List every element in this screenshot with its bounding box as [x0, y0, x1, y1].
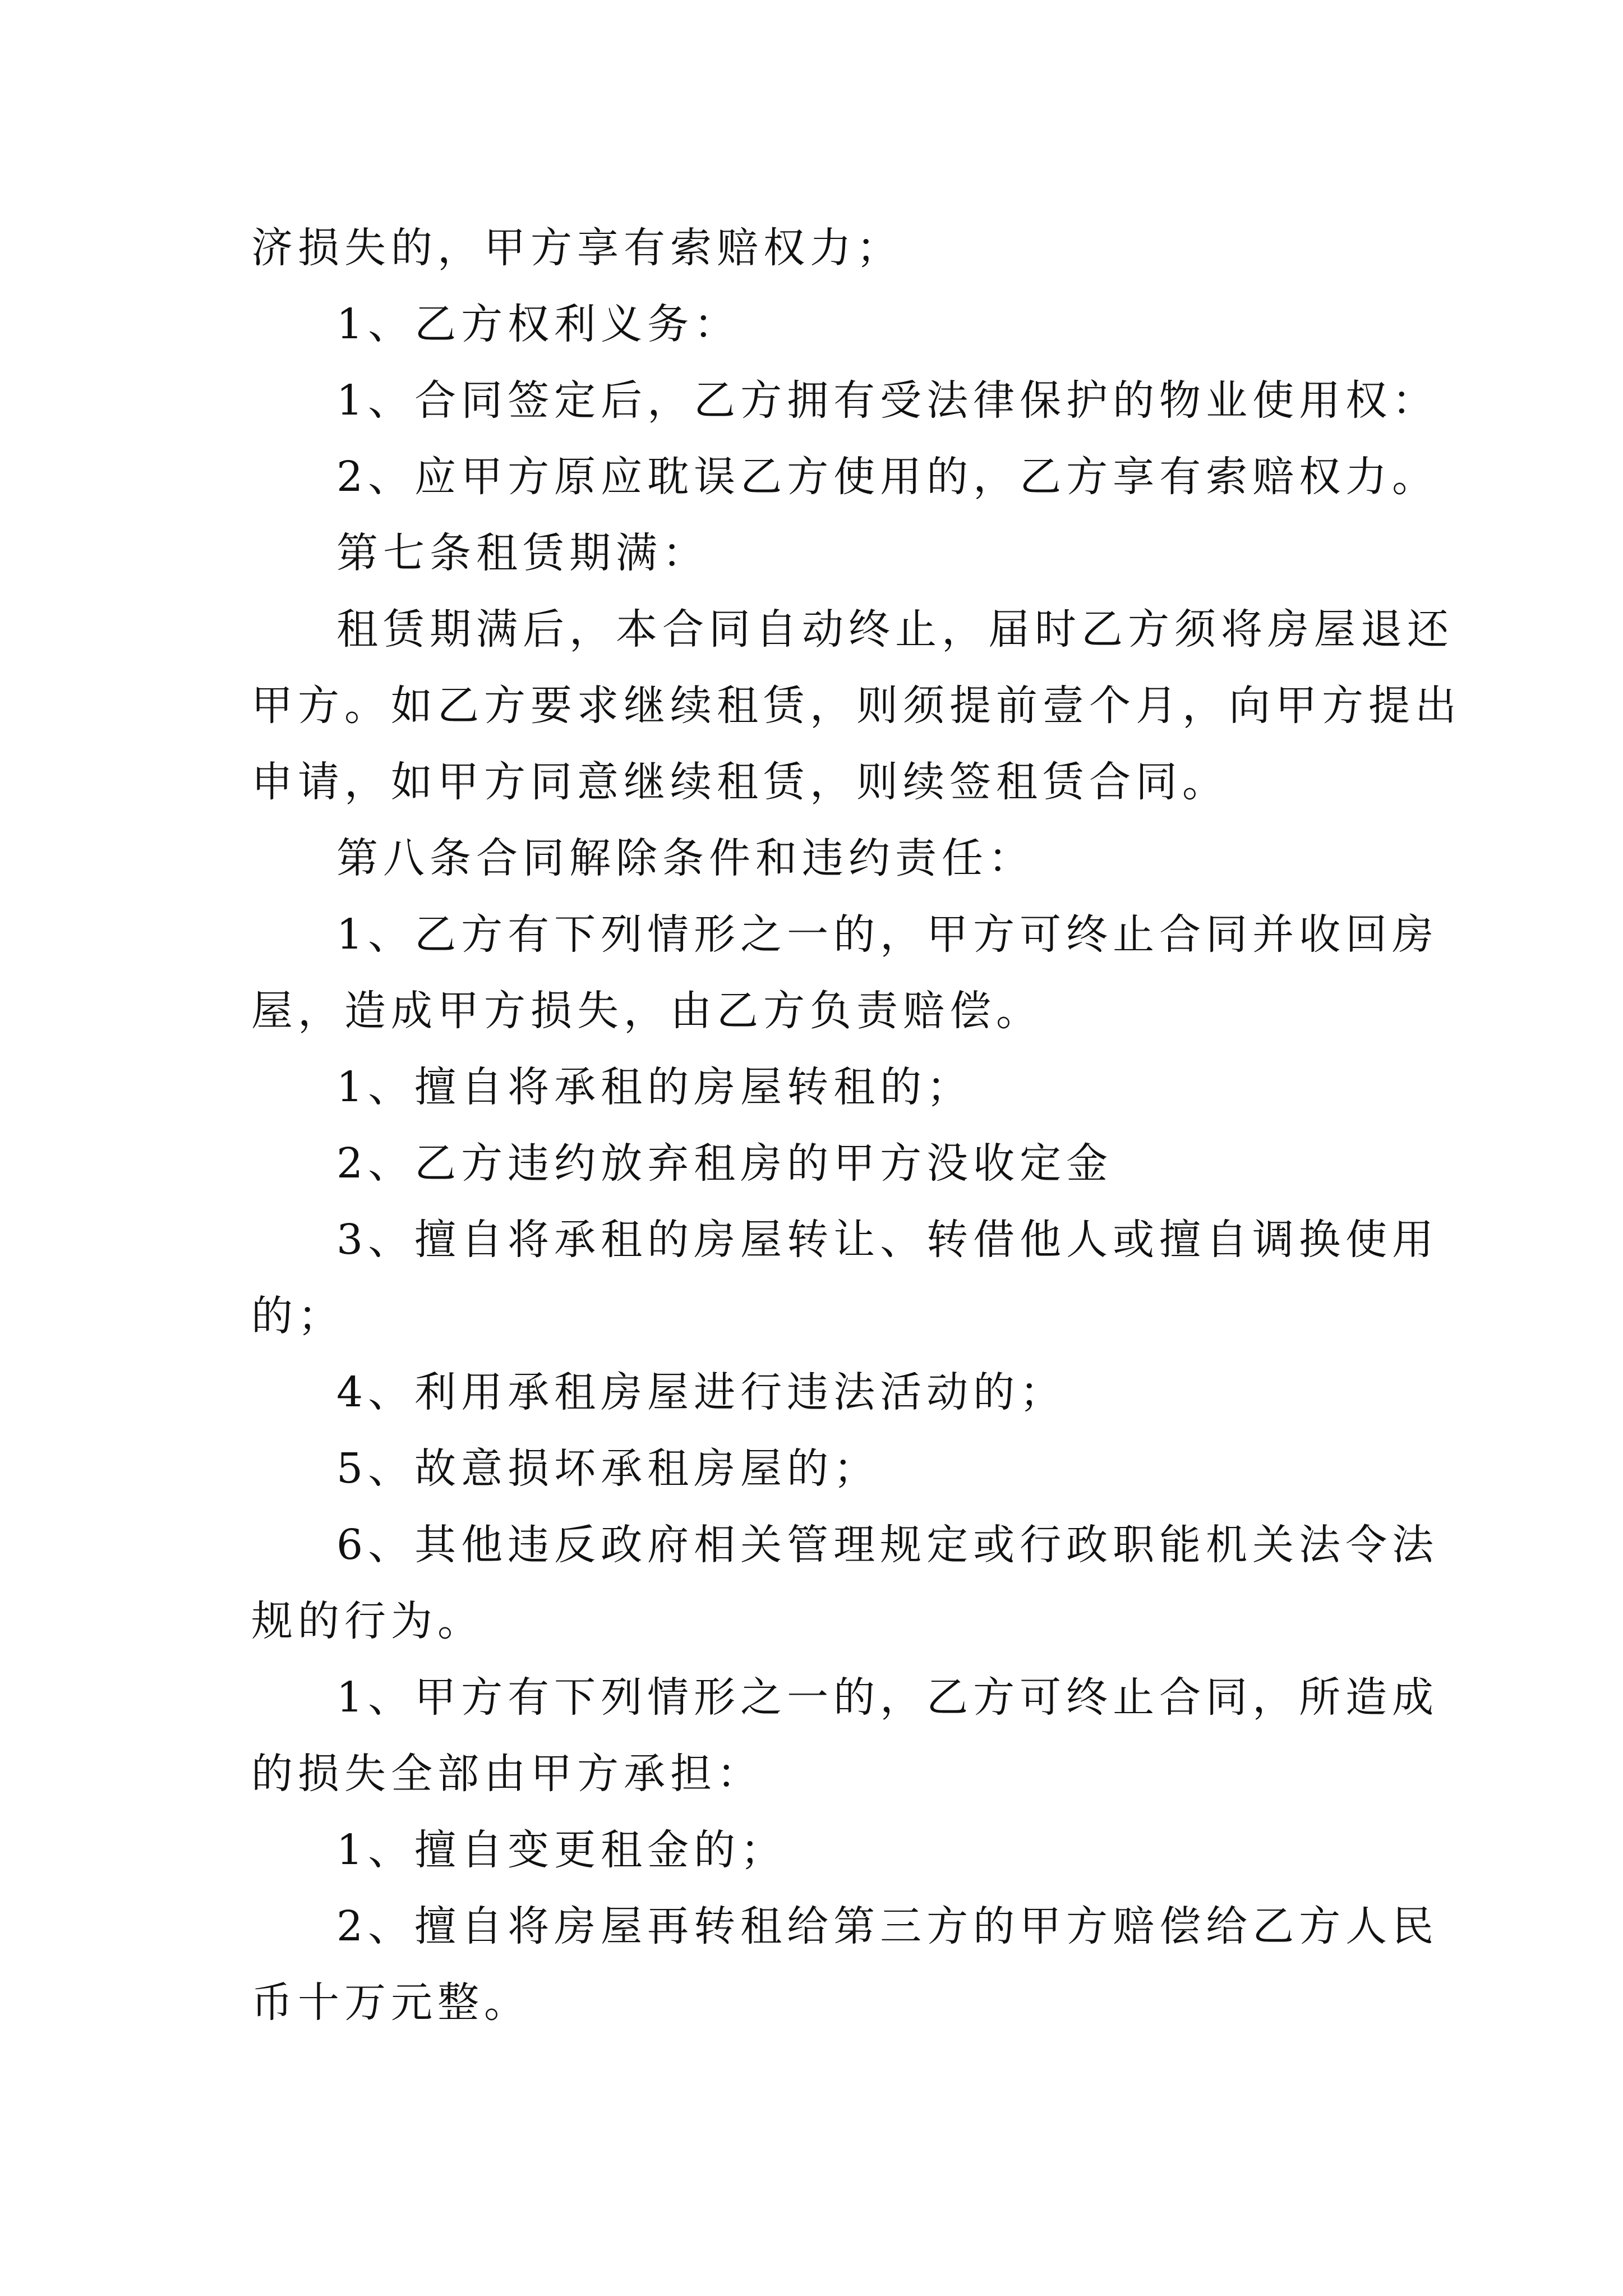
text-line: 甲方。如乙方要求继续租赁，则须提前壹个月，向甲方提出 [251, 682, 1461, 730]
text-line: 1、甲方有下列情形之一的，乙方可终止合同，所造成 [336, 1673, 1439, 1722]
text-line: 3、擅自将承租的房屋转让、转借他人或擅自调换使用 [336, 1216, 1439, 1264]
document-page [251, 0, 1461, 2296]
text-line: 1、擅自将承租的房屋转租的； [336, 1063, 974, 1111]
text-line: 申请，如甲方同意继续租赁，则续签租赁合同。 [251, 758, 1229, 806]
text-line: 第七条租赁期满： [336, 529, 709, 577]
text-line: 屋，造成甲方损失，由乙方负责赔偿。 [251, 987, 1043, 1035]
text-line: 2、乙方违约放弃租房的甲方没收定金 [336, 1139, 1113, 1188]
text-line: 1、乙方有下列情形之一的，甲方可终止合同并收回房 [336, 910, 1439, 959]
text-line: 租赁期满后，本合同自动终止，届时乙方须将房屋退还 [336, 605, 1454, 654]
text-line: 规的行为。 [251, 1597, 484, 1645]
text-line: 5、故意损坏承租房屋的； [336, 1444, 880, 1493]
text-line: 2、应甲方原应耽误乙方使用的，乙方享有索赔权力。 [336, 453, 1439, 501]
text-line: 1、乙方权利义务： [336, 300, 741, 348]
text-line: 的； [251, 1292, 344, 1340]
text-line: 1、合同签定后，乙方拥有受法律保护的物业使用权： [336, 376, 1439, 425]
text-line: 4、利用承租房屋进行违法活动的； [336, 1368, 1067, 1416]
text-line: 济损失的，甲方享有索赔权力； [251, 224, 903, 272]
text-line: 第八条合同解除条件和违约责任： [336, 834, 1035, 882]
text-line: 的损失全部由甲方承担： [251, 1750, 763, 1798]
text-line: 2、擅自将房屋再转租给第三方的甲方赔偿给乙方人民 [336, 1902, 1439, 1950]
text-line: 1、擅自变更租金的； [336, 1826, 787, 1874]
text-line: 6、其他违反政府相关管理规定或行政职能机关法令法 [336, 1521, 1439, 1569]
text-line: 币十万元整。 [251, 1978, 531, 2027]
